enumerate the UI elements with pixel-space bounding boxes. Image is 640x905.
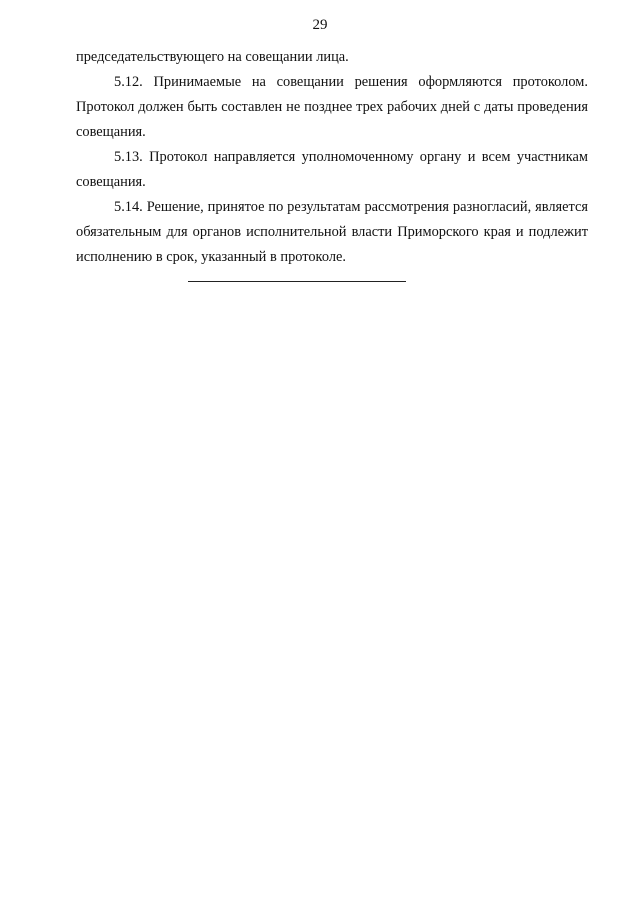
end-of-document-rule <box>188 281 406 282</box>
document-body <box>76 45 588 270</box>
paragraph-5-13: 5.13. Протокол направляется уполномоченному органу и всем участникам совещания. <box>76 149 588 190</box>
paragraph-continuation: председательствующего на совещании лица. <box>76 49 349 65</box>
page-number: 29 <box>312 17 328 33</box>
paragraph-5-14: 5.14. Решение, принятое по результатам рассмотрения разногласий, является обязательным для органов исполнительной власти Приморского края и подлежит исполнению в срок, указанный в протоколе. <box>76 199 588 265</box>
paragraph-5-12: 5.12. Принимаемые на совещании решения оформляются протоколом. Протокол должен быть составлен не позднее трех рабочих дней с даты проведения совещания. <box>76 74 588 140</box>
